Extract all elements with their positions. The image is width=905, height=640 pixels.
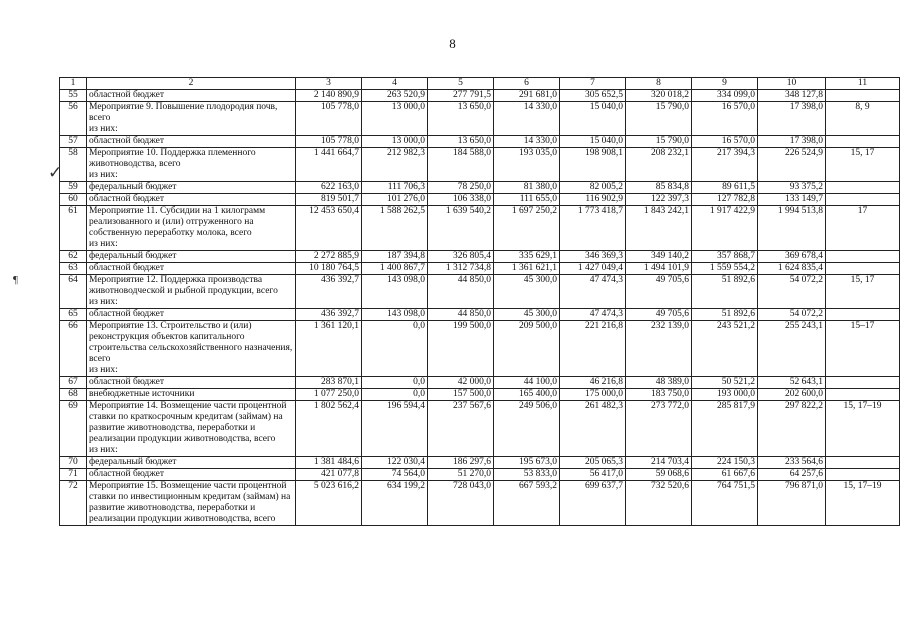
value-cell: 1 697 250,2	[494, 206, 560, 251]
table-row	[60, 251, 900, 263]
value-cell: 819 501,7	[296, 194, 362, 206]
value-cell: 13 000,0	[362, 136, 428, 148]
value-cell: 196 594,4	[362, 401, 428, 457]
value-cell: 143 098,0	[362, 309, 428, 321]
row-number: 72	[60, 481, 87, 526]
value-cell: 59 068,6	[626, 469, 692, 481]
value-cell: 369 678,4	[758, 251, 826, 263]
table-row	[60, 309, 900, 321]
value-cell: 348 127,8	[758, 90, 826, 102]
column-header: 11	[826, 78, 900, 90]
table-row	[60, 206, 900, 251]
value-cell: 56 417,0	[560, 469, 626, 481]
value-cell: 17 398,0	[758, 102, 826, 136]
value-cell: 186 297,6	[428, 457, 494, 469]
value-cell: 15 790,0	[626, 102, 692, 136]
value-cell: 217 394,3	[692, 148, 758, 182]
value-cell: 1 312 734,8	[428, 263, 494, 275]
value-cell: 2 140 890,9	[296, 90, 362, 102]
value-cell: 349 140,2	[626, 251, 692, 263]
row-number: 56	[60, 102, 87, 136]
value-cell: 199 500,0	[428, 321, 494, 377]
table-row	[60, 182, 900, 194]
value-cell: 10 180 764,5	[296, 263, 362, 275]
value-cell: 263 520,9	[362, 90, 428, 102]
value-cell: 699 637,7	[560, 481, 626, 526]
value-cell: 285 817,9	[692, 401, 758, 457]
reference-cell	[826, 377, 900, 389]
value-cell: 233 564,6	[758, 457, 826, 469]
value-cell: 105 778,0	[296, 136, 362, 148]
value-cell: 273 772,0	[626, 401, 692, 457]
value-cell: 49 705,6	[626, 275, 692, 309]
value-cell: 198 908,1	[560, 148, 626, 182]
value-cell: 16 570,0	[692, 102, 758, 136]
table-row	[60, 275, 900, 309]
value-cell: 82 005,2	[560, 182, 626, 194]
row-description: областной бюджет	[87, 309, 296, 321]
value-cell: 15 040,0	[560, 102, 626, 136]
value-cell: 17 398,0	[758, 136, 826, 148]
value-cell: 1 843 242,1	[626, 206, 692, 251]
value-cell: 243 521,2	[692, 321, 758, 377]
table-row	[60, 321, 900, 377]
column-header: 6	[494, 78, 560, 90]
row-description: федеральный бюджет	[87, 457, 296, 469]
table-row	[60, 148, 900, 182]
column-header: 2	[87, 78, 296, 90]
value-cell: 175 000,0	[560, 389, 626, 401]
value-cell: 297 822,2	[758, 401, 826, 457]
table-row	[60, 469, 900, 481]
value-cell: 106 338,0	[428, 194, 494, 206]
value-cell: 157 500,0	[428, 389, 494, 401]
reference-cell	[826, 263, 900, 275]
row-number: 70	[60, 457, 87, 469]
value-cell: 436 392,7	[296, 309, 362, 321]
value-cell: 209 500,0	[494, 321, 560, 377]
row-description: областной бюджет	[87, 90, 296, 102]
value-cell: 48 389,0	[626, 377, 692, 389]
column-header: 8	[626, 78, 692, 90]
table-row	[60, 377, 900, 389]
value-cell: 51 270,0	[428, 469, 494, 481]
reference-cell	[826, 389, 900, 401]
value-cell: 111 706,3	[362, 182, 428, 194]
reference-cell: 15, 17–19	[826, 481, 900, 526]
row-description: Мероприятие 11. Субсидии на 1 килограмм реализованного и (или) отгруженного на собственную переработку молока, всего из них:	[87, 206, 296, 251]
row-number: 69	[60, 401, 87, 457]
value-cell: 436 392,7	[296, 275, 362, 309]
row-number: 61	[60, 206, 87, 251]
value-cell: 85 834,8	[626, 182, 692, 194]
reference-cell	[826, 90, 900, 102]
value-cell: 13 650,0	[428, 136, 494, 148]
value-cell: 226 524,9	[758, 148, 826, 182]
table-row	[60, 457, 900, 469]
row-description: федеральный бюджет	[87, 251, 296, 263]
table-row	[60, 90, 900, 102]
value-cell: 277 791,5	[428, 90, 494, 102]
value-cell: 221 216,8	[560, 321, 626, 377]
value-cell: 5 023 616,2	[296, 481, 362, 526]
row-number: 71	[60, 469, 87, 481]
value-cell: 81 380,0	[494, 182, 560, 194]
value-cell: 1 802 562,4	[296, 401, 362, 457]
value-cell: 15 040,0	[560, 136, 626, 148]
value-cell: 1 773 418,7	[560, 206, 626, 251]
row-number: 65	[60, 309, 87, 321]
value-cell: 111 655,0	[494, 194, 560, 206]
row-description: областной бюджет	[87, 194, 296, 206]
table-row	[60, 481, 900, 526]
value-cell: 101 276,0	[362, 194, 428, 206]
row-number: 60	[60, 194, 87, 206]
column-header: 10	[758, 78, 826, 90]
value-cell: 122 030,4	[362, 457, 428, 469]
margin-mark: ¶	[13, 274, 18, 286]
value-cell: 214 703,4	[626, 457, 692, 469]
value-cell: 74 564,0	[362, 469, 428, 481]
value-cell: 1 381 484,6	[296, 457, 362, 469]
value-cell: 764 751,5	[692, 481, 758, 526]
table-body	[60, 78, 900, 526]
value-cell: 52 643,1	[758, 377, 826, 389]
table-row	[60, 389, 900, 401]
value-cell: 12 453 650,4	[296, 206, 362, 251]
value-cell: 193 000,0	[692, 389, 758, 401]
value-cell: 165 400,0	[494, 389, 560, 401]
value-cell: 261 482,3	[560, 401, 626, 457]
reference-cell: 15, 17	[826, 148, 900, 182]
value-cell: 291 681,0	[494, 90, 560, 102]
value-cell: 283 870,1	[296, 377, 362, 389]
reference-cell	[826, 251, 900, 263]
value-cell: 2 272 885,9	[296, 251, 362, 263]
value-cell: 122 397,3	[626, 194, 692, 206]
value-cell: 116 902,9	[560, 194, 626, 206]
value-cell: 143 098,0	[362, 275, 428, 309]
value-cell: 47 474,3	[560, 275, 626, 309]
value-cell: 421 077,8	[296, 469, 362, 481]
value-cell: 50 521,2	[692, 377, 758, 389]
value-cell: 202 600,0	[758, 389, 826, 401]
row-number: 62	[60, 251, 87, 263]
value-cell: 1 400 867,7	[362, 263, 428, 275]
column-header: 3	[296, 78, 362, 90]
value-cell: 14 330,0	[494, 102, 560, 136]
row-number: 67	[60, 377, 87, 389]
value-cell: 305 652,5	[560, 90, 626, 102]
value-cell: 346 369,3	[560, 251, 626, 263]
reference-cell	[826, 182, 900, 194]
row-description: Мероприятие 12. Поддержка производства животноводческой и рыбной продукции, всего из них:	[87, 275, 296, 309]
value-cell: 54 072,2	[758, 309, 826, 321]
value-cell: 51 892,6	[692, 309, 758, 321]
reference-cell	[826, 469, 900, 481]
value-cell: 46 216,8	[560, 377, 626, 389]
value-cell: 47 474,3	[560, 309, 626, 321]
value-cell: 133 149,7	[758, 194, 826, 206]
value-cell: 187 394,8	[362, 251, 428, 263]
value-cell: 1 559 554,2	[692, 263, 758, 275]
value-cell: 320 018,2	[626, 90, 692, 102]
value-cell: 1 361 120,1	[296, 321, 362, 377]
value-cell: 1 639 540,2	[428, 206, 494, 251]
value-cell: 249 506,0	[494, 401, 560, 457]
reference-cell: 15, 17–19	[826, 401, 900, 457]
row-description: Мероприятие 10. Поддержка племенного животноводства, всего из них:	[87, 148, 296, 182]
row-number: 66	[60, 321, 87, 377]
value-cell: 1 077 250,0	[296, 389, 362, 401]
value-cell: 193 035,0	[494, 148, 560, 182]
value-cell: 224 150,3	[692, 457, 758, 469]
table-row	[60, 136, 900, 148]
value-cell: 61 667,6	[692, 469, 758, 481]
value-cell: 54 072,2	[758, 275, 826, 309]
reference-cell: 8, 9	[826, 102, 900, 136]
value-cell: 796 871,0	[758, 481, 826, 526]
value-cell: 1 588 262,5	[362, 206, 428, 251]
value-cell: 1 994 513,8	[758, 206, 826, 251]
column-header: 5	[428, 78, 494, 90]
table-row	[60, 401, 900, 457]
value-cell: 1 427 049,4	[560, 263, 626, 275]
value-cell: 208 232,1	[626, 148, 692, 182]
handwritten-check-mark: ✓	[48, 163, 63, 183]
row-description: Мероприятие 13. Строительство и (или) реконструкция объектов капитального строительства сельскохозяйственного назначения, всего из них:	[87, 321, 296, 377]
row-number: 64	[60, 275, 87, 309]
column-header: 9	[692, 78, 758, 90]
table-row	[60, 263, 900, 275]
table-header-row	[60, 78, 900, 90]
value-cell: 105 778,0	[296, 102, 362, 136]
column-header: 4	[362, 78, 428, 90]
value-cell: 184 588,0	[428, 148, 494, 182]
row-number: 68	[60, 389, 87, 401]
value-cell: 212 982,3	[362, 148, 428, 182]
value-cell: 357 868,7	[692, 251, 758, 263]
value-cell: 78 250,0	[428, 182, 494, 194]
row-description: внебюджетные источники	[87, 389, 296, 401]
value-cell: 1 917 422,9	[692, 206, 758, 251]
value-cell: 728 043,0	[428, 481, 494, 526]
row-number: 55	[60, 90, 87, 102]
value-cell: 205 065,3	[560, 457, 626, 469]
row-description: областной бюджет	[87, 469, 296, 481]
value-cell: 45 300,0	[494, 275, 560, 309]
reference-cell: 15, 17	[826, 275, 900, 309]
value-cell: 64 257,6	[758, 469, 826, 481]
row-description: областной бюджет	[87, 136, 296, 148]
value-cell: 127 782,8	[692, 194, 758, 206]
row-description: Мероприятие 9. Повышение плодородия почв, всего из них:	[87, 102, 296, 136]
value-cell: 232 139,0	[626, 321, 692, 377]
reference-cell: 17	[826, 206, 900, 251]
value-cell: 49 705,6	[626, 309, 692, 321]
value-cell: 183 750,0	[626, 389, 692, 401]
value-cell: 0,0	[362, 377, 428, 389]
value-cell: 44 850,0	[428, 309, 494, 321]
value-cell: 732 520,6	[626, 481, 692, 526]
value-cell: 51 892,6	[692, 275, 758, 309]
value-cell: 89 611,5	[692, 182, 758, 194]
value-cell: 255 243,1	[758, 321, 826, 377]
column-header: 7	[560, 78, 626, 90]
reference-cell	[826, 457, 900, 469]
value-cell: 42 000,0	[428, 377, 494, 389]
row-description: Мероприятие 15. Возмещение части процентной ставки по инвестиционным кредитам (займам) на развитие животноводства, переработки и реализации продукции животноводства, всего	[87, 481, 296, 526]
value-cell: 16 570,0	[692, 136, 758, 148]
page-number: 8	[449, 36, 456, 51]
value-cell: 93 375,2	[758, 182, 826, 194]
row-number: 59	[60, 182, 87, 194]
reference-cell: 15–17	[826, 321, 900, 377]
value-cell: 44 100,0	[494, 377, 560, 389]
value-cell: 334 099,0	[692, 90, 758, 102]
row-number: 57	[60, 136, 87, 148]
reference-cell	[826, 309, 900, 321]
value-cell: 15 790,0	[626, 136, 692, 148]
value-cell: 14 330,0	[494, 136, 560, 148]
column-header: 1	[60, 78, 87, 90]
row-description: федеральный бюджет	[87, 182, 296, 194]
row-description: областной бюджет	[87, 263, 296, 275]
value-cell: 326 805,4	[428, 251, 494, 263]
row-number: 58	[60, 148, 87, 182]
value-cell: 634 199,2	[362, 481, 428, 526]
value-cell: 237 567,6	[428, 401, 494, 457]
table-row	[60, 194, 900, 206]
value-cell: 1 494 101,9	[626, 263, 692, 275]
value-cell: 13 000,0	[362, 102, 428, 136]
budget-table	[59, 77, 900, 526]
row-description: областной бюджет	[87, 377, 296, 389]
value-cell: 0,0	[362, 321, 428, 377]
value-cell: 45 300,0	[494, 309, 560, 321]
value-cell: 195 673,0	[494, 457, 560, 469]
row-number: 63	[60, 263, 87, 275]
value-cell: 335 629,1	[494, 251, 560, 263]
value-cell: 1 361 621,1	[494, 263, 560, 275]
table-row	[60, 102, 900, 136]
value-cell: 1 624 835,4	[758, 263, 826, 275]
value-cell: 13 650,0	[428, 102, 494, 136]
value-cell: 1 441 664,7	[296, 148, 362, 182]
value-cell: 622 163,0	[296, 182, 362, 194]
value-cell: 53 833,0	[494, 469, 560, 481]
value-cell: 667 593,2	[494, 481, 560, 526]
value-cell: 44 850,0	[428, 275, 494, 309]
reference-cell	[826, 194, 900, 206]
reference-cell	[826, 136, 900, 148]
value-cell: 0,0	[362, 389, 428, 401]
row-description: Мероприятие 14. Возмещение части процентной ставки по краткосрочным кредитам (займам) на развитие животноводства, переработки и реализации продукции животноводства, всего из них:	[87, 401, 296, 457]
